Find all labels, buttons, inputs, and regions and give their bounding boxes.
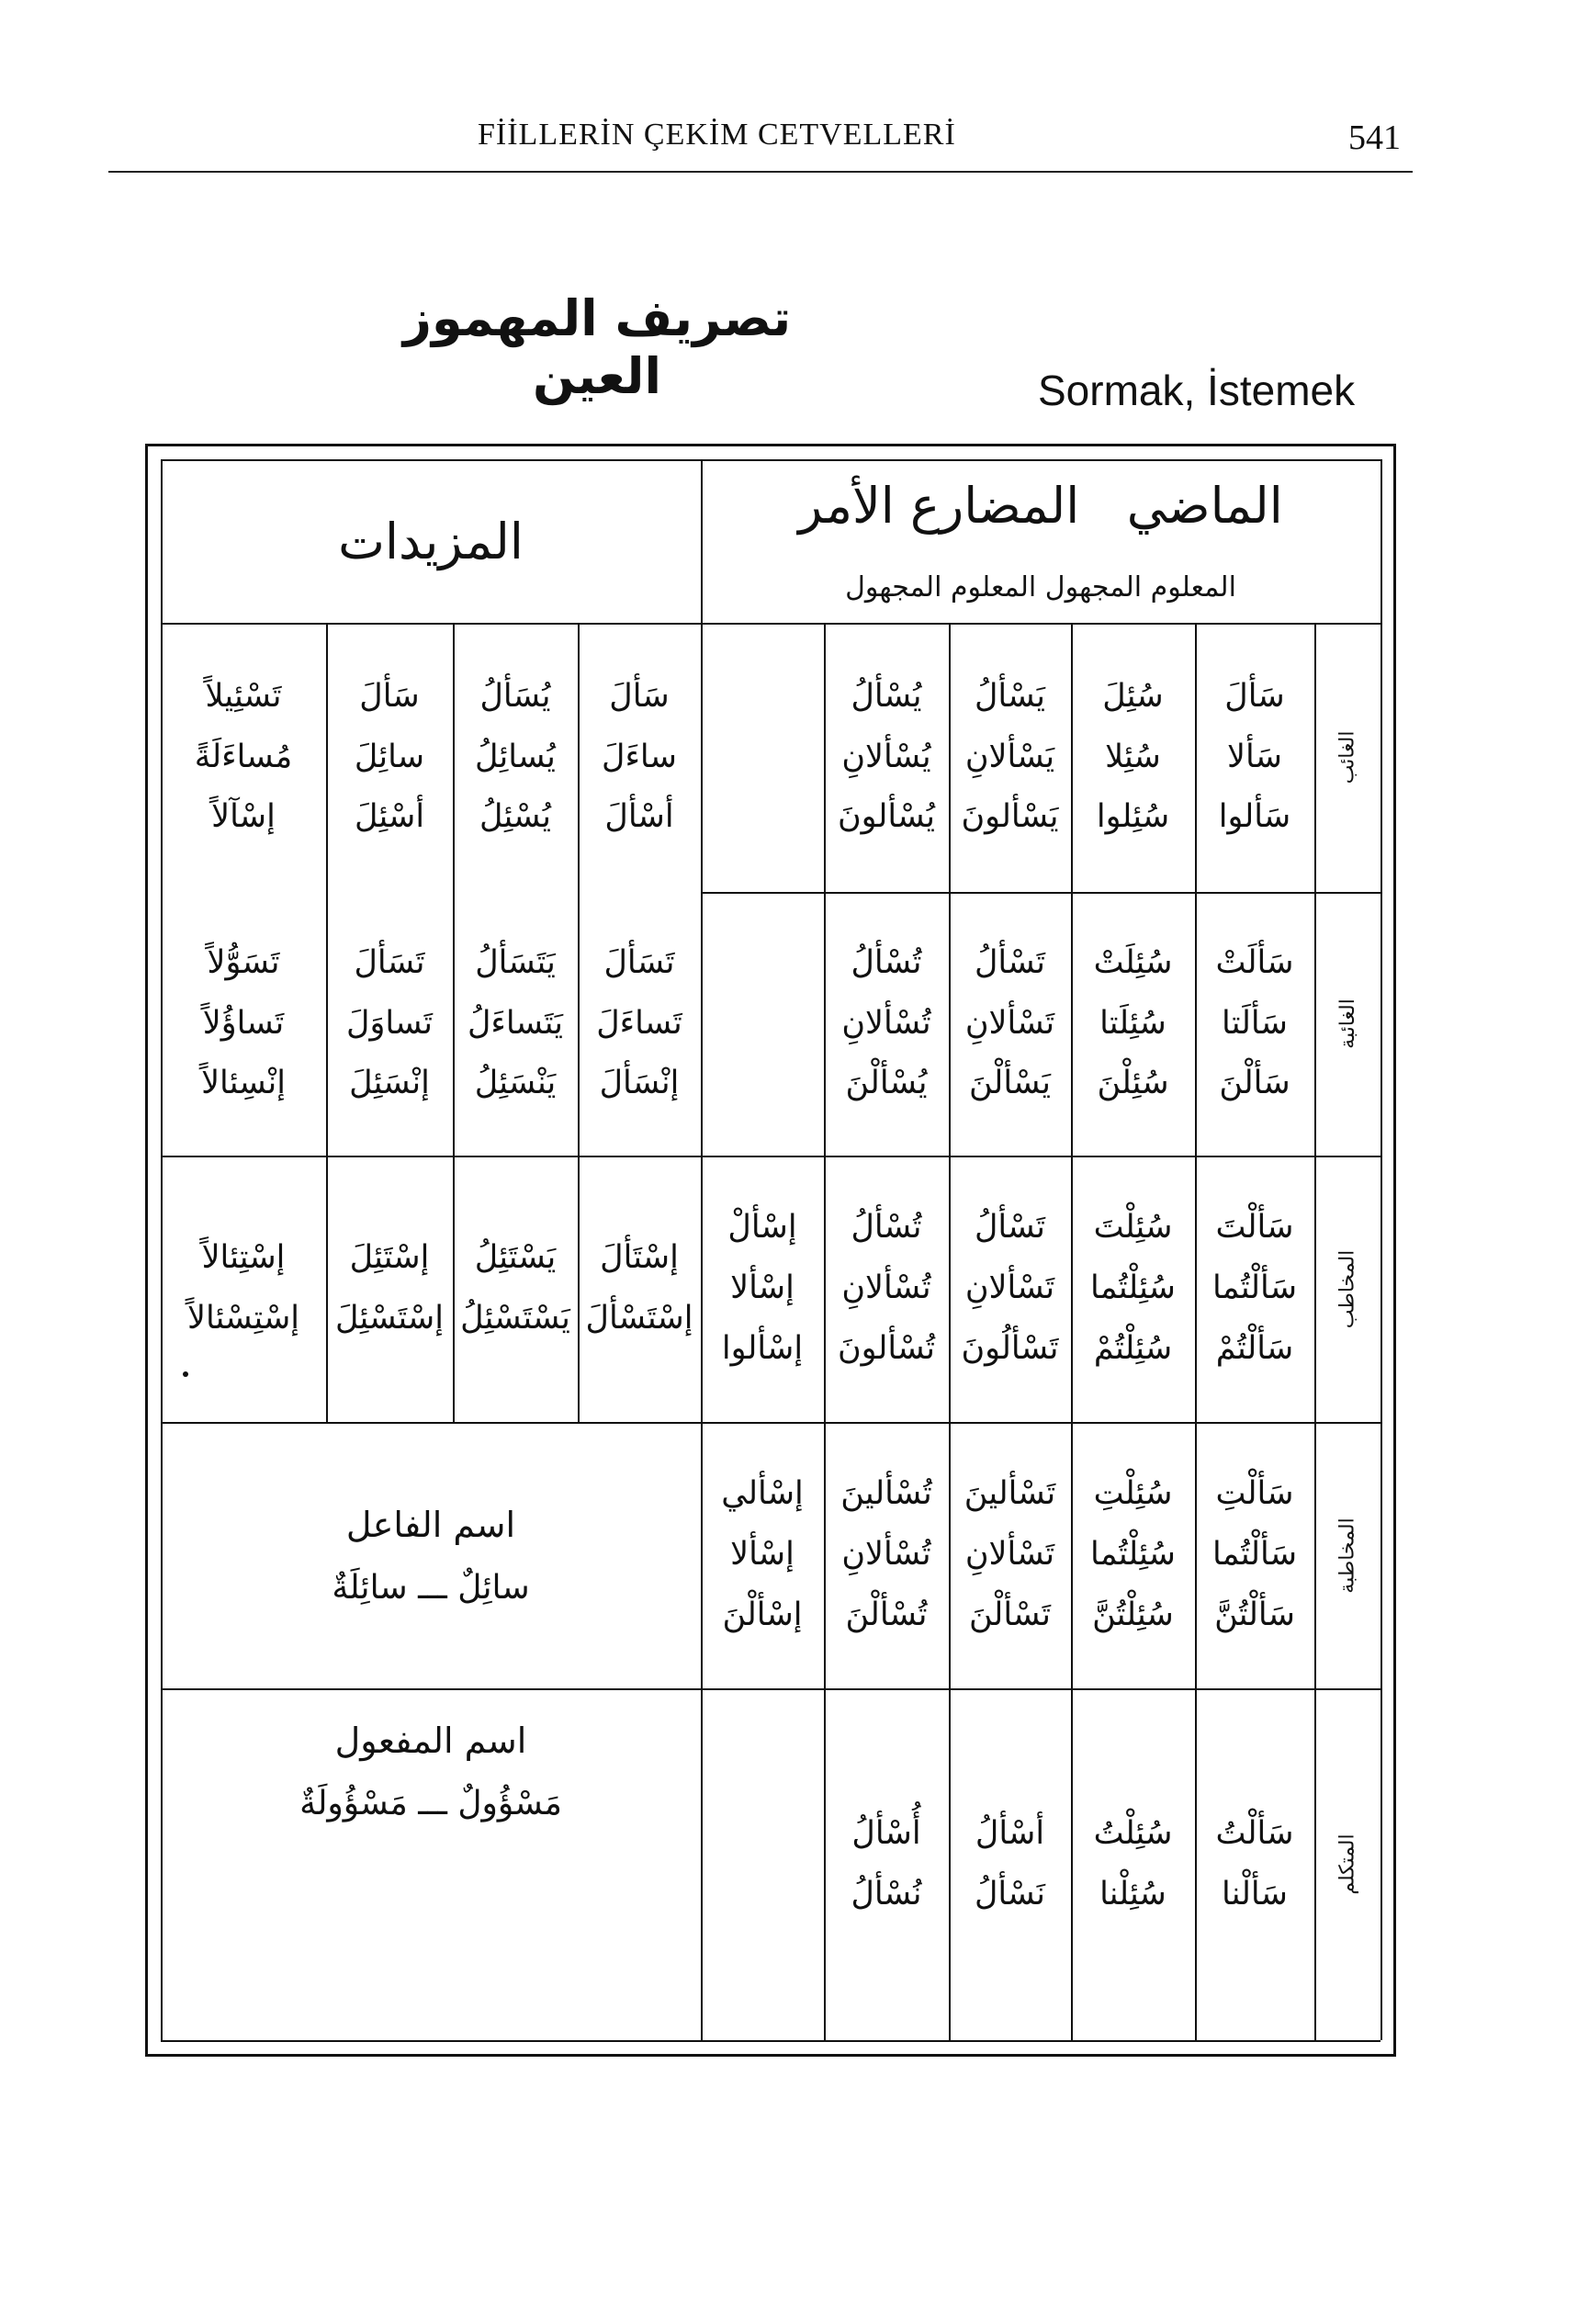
- mazidat-cell: [453, 892, 578, 1156]
- conjugation-form: سُئِلْتُما: [1090, 1536, 1176, 1574]
- conjugation-form: إسْألي: [721, 1475, 804, 1513]
- conjugation-form: تُسْألانِ: [841, 1536, 931, 1574]
- mazidat-form: يَنْسَئِلُ: [474, 1065, 557, 1102]
- header-rule: [108, 171, 1413, 173]
- row-label-text: المتكلم: [1335, 1833, 1359, 1895]
- voices-header-label: المعلوم المجهول المعلوم المجهول: [845, 570, 1236, 604]
- conjugation-form: سَألَتا: [1222, 1004, 1288, 1042]
- conjugation-cell: [1195, 892, 1314, 1156]
- conjugation-form: سَألا: [1227, 738, 1282, 775]
- conjugation-form: تَسْألُ: [974, 943, 1046, 981]
- conjugation-cell: [824, 1688, 949, 2040]
- conjugation-form: سُئِلْتُما: [1090, 1269, 1176, 1307]
- mazidat-form: تَساوَلَ: [346, 1004, 433, 1042]
- conjugation-cell: [824, 623, 949, 892]
- row-label-3: [1314, 1156, 1381, 1422]
- conjugation-cell: [1071, 623, 1195, 892]
- conjugation-form: سُئِلْتَ: [1093, 1209, 1173, 1247]
- conjugation-cell: [824, 1422, 949, 1688]
- mazidat-form: يُسْئِلُ: [479, 798, 552, 836]
- mazidat-form: إنْسَألَ: [599, 1065, 680, 1102]
- conjugation-cell: [701, 1422, 824, 1688]
- row-label-text: المخاطب: [1335, 1249, 1359, 1328]
- mazidat-form: تَسْئِيلاً: [205, 677, 282, 715]
- mazidat-form: إنْسِئالاً: [201, 1065, 286, 1102]
- conjugation-form: سُئِلا: [1105, 738, 1161, 775]
- conjugation-form: تُسْألونَ: [837, 1329, 936, 1367]
- mazidat-cell: [453, 623, 578, 892]
- mazidat-cell: [161, 892, 326, 1156]
- mazidat-form: يَتَسَألُ: [475, 943, 556, 981]
- mazidat-form: إسْتِئالاً: [201, 1239, 286, 1277]
- conjugation-form: سُئِلوا: [1096, 798, 1170, 836]
- conjugation-cell: [824, 892, 949, 1156]
- inner-right-border: [1381, 459, 1382, 2040]
- mazidat-cell: [161, 1156, 326, 1422]
- conjugation-form: تُسْألانِ: [841, 1004, 931, 1042]
- conjugation-form: يَسْألُ: [974, 677, 1046, 715]
- row-label-text: الغائبة: [1335, 998, 1359, 1049]
- page-header-title: FİİLLERİN ÇEKİM CETVELLERİ: [478, 118, 956, 152]
- conjugation-cell: [1195, 623, 1314, 892]
- conjugation-form: سُئِلْنا: [1099, 1875, 1166, 1912]
- conjugation-form: سَألَتْ: [1215, 943, 1294, 981]
- mazidat-form: تَسَألَ: [603, 943, 675, 981]
- conjugation-table: [145, 444, 1396, 2057]
- conjugation-cell: [1071, 1688, 1195, 2040]
- conjugation-cell: [701, 1688, 824, 2040]
- mazidat-form: يَسْتَسْئِلُ: [460, 1300, 570, 1337]
- ism-maful-label: اسم المفعول: [334, 1720, 527, 1761]
- conjugation-cell: [1071, 1156, 1195, 1422]
- conjugation-form: سَألْتُمْ: [1215, 1329, 1294, 1367]
- conjugation-form: سُئِلَتْ: [1093, 943, 1173, 981]
- row-label-text: الغائب: [1335, 730, 1359, 784]
- mazidat-cell: [453, 1156, 578, 1422]
- conjugation-cell: [701, 892, 824, 1156]
- row-label-4: [1314, 1422, 1381, 1688]
- row-label-5: [1314, 1688, 1381, 2040]
- conjugation-form: إسْألا: [730, 1269, 794, 1307]
- conjugation-form: يَسْألونَ: [961, 798, 1059, 836]
- mazidat-header-label: المزيدات: [338, 512, 524, 570]
- conjugation-form: يُسْألونَ: [837, 798, 936, 836]
- conjugation-form: تُسْألُ: [851, 943, 922, 981]
- conjugation-form: نُسْألُ: [851, 1875, 922, 1912]
- row-label-text: المخاطبة: [1335, 1517, 1359, 1594]
- mazidat-form: إسْتَئِلَ: [349, 1239, 430, 1277]
- mazidat-form: سَألَ: [359, 677, 420, 715]
- conjugation-form: إسْألوا: [721, 1329, 804, 1367]
- conjugation-form: سُئِلْتُمْ: [1093, 1329, 1173, 1367]
- mazidat-form: سائِلَ: [354, 738, 425, 775]
- mazidat-cell: [578, 1156, 701, 1422]
- conjugation-form: تَسْألانِ: [964, 1536, 1055, 1574]
- conjugation-form: يَسْألانِ: [964, 738, 1055, 775]
- conjugation-form: سَألْتَ: [1215, 1209, 1294, 1247]
- mazidat-form: إسْآلاً: [211, 798, 276, 836]
- conjugation-cell: [1195, 1422, 1314, 1688]
- mazidat-header: [161, 459, 701, 623]
- row-label-1: [1314, 623, 1381, 892]
- mazidat-cell: [578, 892, 701, 1156]
- conjugation-form: إسْألْ: [727, 1209, 797, 1247]
- conjugation-form: سَألْنَ: [1219, 1065, 1290, 1102]
- conjugation-form: تُسْألانِ: [841, 1269, 931, 1307]
- ism-maful-cell: [161, 1688, 701, 1854]
- conjugation-form: سَألْتُما: [1211, 1269, 1298, 1307]
- conjugation-form: سَألَ: [1224, 677, 1285, 715]
- conjugation-form: إسْألْنَ: [722, 1596, 803, 1633]
- conjugation-form: تُسْألْنَ: [845, 1596, 928, 1633]
- conjugation-cell: [824, 1156, 949, 1422]
- conjugation-form: سُئِلَ: [1102, 677, 1164, 715]
- conjugation-form: سَألْتُنَّ: [1214, 1596, 1295, 1633]
- conjugation-form: سُئِلَتا: [1099, 1004, 1166, 1042]
- conjugation-form: سُئِلْنَ: [1097, 1065, 1169, 1102]
- conjugation-form: يُسْألانِ: [841, 738, 931, 775]
- page-number: 541: [1348, 118, 1401, 157]
- conjugation-cell: [949, 892, 1071, 1156]
- conjugation-cell: [1071, 1422, 1195, 1688]
- conjugation-form: تَسْألينَ: [964, 1475, 1056, 1513]
- verb-meaning: Sormak, İstemek: [1038, 367, 1356, 414]
- conjugation-cell: [949, 1156, 1071, 1422]
- mazidat-form: إسْتَسْألَ: [585, 1300, 693, 1337]
- conjugation-form: تَسْألُ: [974, 1209, 1046, 1247]
- mazidat-cell: [326, 623, 453, 892]
- conjugation-cell: [949, 1688, 1071, 2040]
- row-label-2: [1314, 892, 1381, 1156]
- main-title: تصريف المهموز العين: [402, 289, 792, 405]
- conjugation-cell: [949, 623, 1071, 892]
- conjugation-cell: [1195, 1156, 1314, 1422]
- conjugation-form: تَسْألانِ: [964, 1269, 1055, 1307]
- ism-fail-label: اسم الفاعل: [345, 1504, 516, 1545]
- ism-maful-value: مَسْؤُولٌ ـــ مَسْؤُولَةٌ: [299, 1784, 562, 1822]
- mazidat-form: تَساءَلَ: [596, 1004, 682, 1042]
- mazidat-form: إسْتِسْئالاً: [186, 1300, 300, 1337]
- conjugation-form: أُسْألُ: [851, 1814, 921, 1852]
- mazidat-form: يَسْتَئِلُ: [474, 1239, 557, 1277]
- conjugation-cell: [1071, 892, 1195, 1156]
- conjugation-form: سَألوا: [1218, 798, 1291, 836]
- ism-fail-value: سائِلٌ ـــ سائِلَةٌ: [332, 1568, 530, 1607]
- conjugation-form: يُسْألْنَ: [845, 1065, 928, 1102]
- mazidat-form: تَسَوُّلاً: [207, 943, 280, 981]
- conjugation-form: تَسْألانِ: [964, 1004, 1055, 1042]
- conjugation-cell: [949, 1422, 1071, 1688]
- conjugation-form: يَسْألْنَ: [969, 1065, 1051, 1102]
- conjugation-form: تَسْألْنَ: [969, 1596, 1051, 1633]
- mazidat-form: إسْتَسْئِلَ: [335, 1300, 444, 1337]
- mazidat-form: يَتَساءَلُ: [467, 1004, 564, 1042]
- voices-header: [701, 551, 1381, 623]
- conjugation-form: يُسْألُ: [851, 677, 922, 715]
- conjugation-cell: [701, 623, 824, 892]
- mazidat-form: ساءَلَ: [602, 738, 677, 775]
- mazidat-form: إسْتَألَ: [600, 1239, 679, 1277]
- mazidat-cell: [326, 1156, 453, 1422]
- conjugation-cell: [701, 1156, 824, 1422]
- mazidat-cell: [578, 623, 701, 892]
- conjugation-form: سُئِلْتِ: [1093, 1475, 1173, 1513]
- conjugation-form: تُسْألُ: [851, 1209, 922, 1247]
- mazidat-form: مُساءَلَةً: [194, 738, 293, 775]
- tenses-header-label: الماضي المضارع الأمر: [798, 476, 1283, 535]
- mazidat-form: تَساؤُلاً: [202, 1004, 285, 1042]
- conjugation-form: سَألْتِ: [1215, 1475, 1294, 1513]
- conjugation-form: سَألْنا: [1222, 1875, 1288, 1912]
- mazidat-form: إنْسَئِلَ: [349, 1065, 430, 1102]
- mazidat-cell: [161, 623, 326, 892]
- conjugation-form: تُسْألينَ: [840, 1475, 932, 1513]
- conjugation-form: سَألْتُما: [1211, 1536, 1298, 1574]
- mazidat-form: أسْئِلَ: [354, 798, 425, 836]
- mazidat-form: أسْألَ: [604, 798, 674, 836]
- mazidat-form: تَسَألَ: [354, 943, 425, 981]
- mazidat-form: يُسَألُ: [479, 677, 551, 715]
- conjugation-form: أسْألُ: [975, 1814, 1045, 1852]
- conjugation-form: نَسْألُ: [974, 1875, 1046, 1912]
- conjugation-cell: [1195, 1688, 1314, 2040]
- mazidat-form: سَألَ: [609, 677, 670, 715]
- conjugation-form: إسْألا: [730, 1536, 794, 1574]
- stray-dot: [183, 1371, 188, 1377]
- tenses-header: [701, 459, 1381, 551]
- conjugation-form: سَألْتُ: [1215, 1814, 1294, 1852]
- conjugation-form: تَسْألُونَ: [961, 1329, 1059, 1367]
- mazidat-form: يُسائِلُ: [475, 738, 556, 775]
- mazidat-cell: [326, 892, 453, 1156]
- conjugation-form: سُئِلْتُنَّ: [1092, 1596, 1174, 1633]
- ism-fail-cell: [161, 1422, 701, 1688]
- inner-bottom-border: [161, 2040, 1381, 2042]
- conjugation-form: سُئِلْتُ: [1093, 1814, 1173, 1852]
